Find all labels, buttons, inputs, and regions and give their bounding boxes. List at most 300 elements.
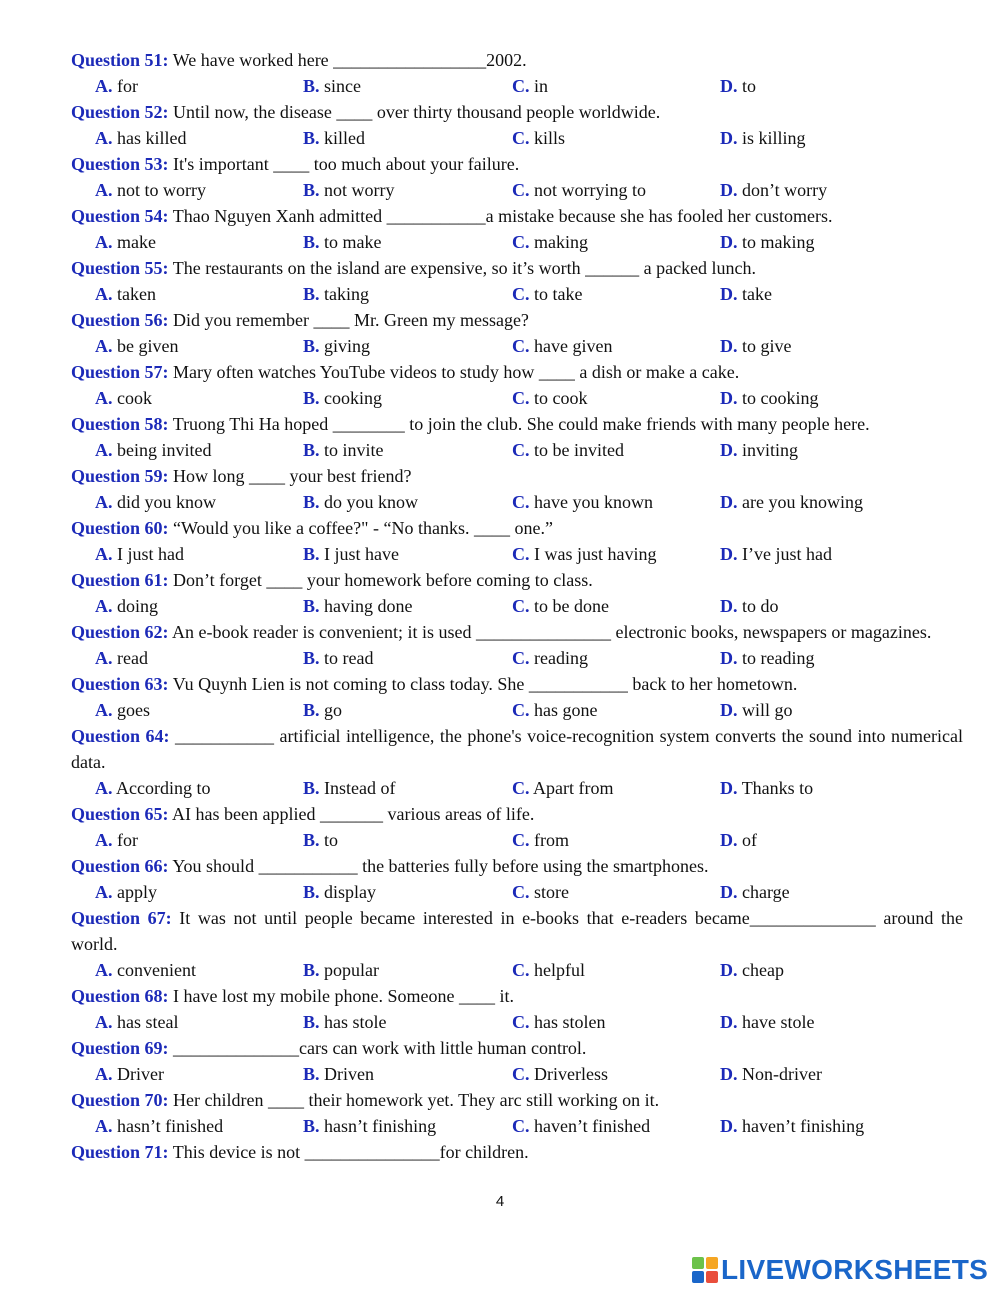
option-text: to take bbox=[534, 284, 583, 304]
option-text: go bbox=[324, 700, 343, 720]
option-letter: B. bbox=[303, 882, 320, 902]
option-letter: B. bbox=[303, 830, 320, 850]
option-letter: A. bbox=[95, 284, 113, 304]
question-text: The restaurants on the island are expensive, so it’s worth ______ a packed lunch. bbox=[172, 258, 757, 278]
option-letter: A. bbox=[95, 440, 113, 460]
option-d[interactable] bbox=[720, 775, 813, 801]
option-d[interactable] bbox=[720, 437, 798, 463]
option-b[interactable] bbox=[303, 125, 365, 151]
answer-options bbox=[71, 437, 963, 463]
answer-options bbox=[71, 125, 963, 151]
option-a[interactable] bbox=[95, 1061, 164, 1087]
question-text: How long ____ your best friend? bbox=[173, 466, 412, 486]
option-d[interactable] bbox=[720, 645, 814, 671]
page-number: 4 bbox=[495, 1193, 505, 1210]
logo-tile bbox=[692, 1271, 704, 1283]
option-letter: B. bbox=[303, 1116, 320, 1136]
option-text: don’t worry bbox=[742, 180, 828, 200]
option-text: has killed bbox=[117, 128, 187, 148]
option-d[interactable] bbox=[720, 489, 863, 515]
question-label: Question 71: bbox=[71, 1142, 169, 1162]
option-d[interactable] bbox=[720, 177, 827, 203]
option-text: from bbox=[534, 830, 569, 850]
option-letter: C. bbox=[512, 596, 530, 616]
question-stem bbox=[71, 1087, 963, 1113]
question-label: Question 61: bbox=[71, 570, 169, 590]
option-letter: C. bbox=[512, 440, 530, 460]
option-letter: B. bbox=[303, 180, 320, 200]
option-text: cheap bbox=[742, 960, 784, 980]
option-letter: B. bbox=[303, 492, 320, 512]
option-a[interactable] bbox=[95, 437, 211, 463]
question-text: Vu Quynh Lien is not coming to class today. She ___________ back to her hometown. bbox=[172, 674, 798, 694]
option-text: to making bbox=[742, 232, 815, 252]
option-text: has steal bbox=[117, 1012, 179, 1032]
option-text: kills bbox=[534, 128, 566, 148]
option-d[interactable] bbox=[720, 879, 790, 905]
answer-options bbox=[71, 879, 963, 905]
question-label: Question 58: bbox=[71, 414, 169, 434]
option-letter: B. bbox=[303, 284, 320, 304]
question-label: Question 64: bbox=[71, 726, 170, 746]
option-letter: C. bbox=[512, 492, 530, 512]
option-text: not worrying to bbox=[534, 180, 646, 200]
option-text: to reading bbox=[742, 648, 815, 668]
option-text: to bbox=[324, 830, 339, 850]
option-text: to read bbox=[324, 648, 374, 668]
answer-options bbox=[71, 281, 963, 307]
question-stem bbox=[71, 619, 963, 645]
option-text: in bbox=[534, 76, 549, 96]
option-text: killed bbox=[324, 128, 366, 148]
option-text: taken bbox=[117, 284, 156, 304]
question-label: Question 65: bbox=[71, 804, 169, 824]
option-text: Non-driver bbox=[742, 1064, 822, 1084]
option-letter: A. bbox=[95, 648, 113, 668]
option-letter: C. bbox=[512, 1012, 530, 1032]
option-b[interactable] bbox=[303, 385, 382, 411]
option-c[interactable] bbox=[512, 645, 588, 671]
option-letter: C. bbox=[512, 180, 530, 200]
option-letter: B. bbox=[303, 778, 320, 798]
option-text: to bbox=[742, 76, 757, 96]
question-stem bbox=[71, 411, 963, 437]
option-text: goes bbox=[117, 700, 150, 720]
option-letter: B. bbox=[303, 388, 320, 408]
question-text: Mary often watches YouTube videos to study how ____ a dish or make a cake. bbox=[173, 362, 740, 382]
option-b[interactable] bbox=[303, 333, 370, 359]
option-text: Apart from bbox=[533, 778, 614, 798]
option-letter: C. bbox=[512, 128, 530, 148]
option-text: I was just having bbox=[534, 544, 657, 564]
option-c[interactable] bbox=[512, 957, 585, 983]
option-b[interactable] bbox=[303, 281, 369, 307]
option-b[interactable] bbox=[303, 489, 418, 515]
answer-options bbox=[71, 593, 963, 619]
option-b[interactable] bbox=[303, 437, 384, 463]
option-text: for bbox=[117, 830, 138, 850]
option-text: take bbox=[742, 284, 772, 304]
option-c[interactable] bbox=[512, 281, 582, 307]
question-stem bbox=[71, 515, 963, 541]
option-text: According to bbox=[116, 778, 211, 798]
question-label: Question 59: bbox=[71, 466, 169, 486]
option-text: will go bbox=[742, 700, 793, 720]
option-letter: B. bbox=[303, 960, 320, 980]
question-stem bbox=[71, 671, 963, 697]
option-text: have stole bbox=[742, 1012, 815, 1032]
option-d[interactable] bbox=[720, 541, 832, 567]
answer-options bbox=[71, 385, 963, 411]
option-text: display bbox=[324, 882, 377, 902]
option-c[interactable] bbox=[512, 333, 612, 359]
option-letter: B. bbox=[303, 1012, 320, 1032]
option-text: to cook bbox=[534, 388, 588, 408]
option-c[interactable] bbox=[512, 541, 656, 567]
option-text: has stole bbox=[324, 1012, 387, 1032]
option-letter: B. bbox=[303, 544, 320, 564]
question-stem bbox=[71, 255, 963, 281]
option-letter: D. bbox=[720, 76, 738, 96]
option-text: I’ve just had bbox=[742, 544, 832, 564]
question-text: Did you remember ____ Mr. Green my message? bbox=[173, 310, 529, 330]
answer-options bbox=[71, 957, 963, 983]
question-text: ______________cars can work with little human control. bbox=[173, 1038, 587, 1058]
option-text: Thanks to bbox=[741, 778, 814, 798]
option-d[interactable] bbox=[720, 1061, 822, 1087]
option-text: taking bbox=[324, 284, 370, 304]
option-letter: A. bbox=[95, 76, 113, 96]
question-stem bbox=[71, 307, 963, 333]
option-a[interactable] bbox=[95, 125, 187, 151]
option-d[interactable] bbox=[720, 1009, 814, 1035]
logo-tile bbox=[706, 1257, 718, 1269]
question-label: Question 67: bbox=[71, 908, 172, 928]
option-a[interactable] bbox=[95, 1009, 178, 1035]
option-text: have you known bbox=[534, 492, 653, 512]
option-text: popular bbox=[324, 960, 379, 980]
option-text: hasn’t finishing bbox=[324, 1116, 437, 1136]
answer-options bbox=[71, 541, 963, 567]
question-text: I have lost my mobile phone. Someone ____ it. bbox=[173, 986, 514, 1006]
question-stem bbox=[71, 853, 963, 879]
option-letter: D. bbox=[720, 1012, 738, 1032]
option-text: I just have bbox=[324, 544, 399, 564]
question-label: Question 66: bbox=[71, 856, 169, 876]
option-a[interactable] bbox=[95, 645, 148, 671]
option-c[interactable] bbox=[512, 879, 569, 905]
option-a[interactable] bbox=[95, 1113, 223, 1139]
question-text: Truong Thi Ha hoped ________ to join the club. She could make friends with many people here. bbox=[172, 414, 870, 434]
option-letter: C. bbox=[512, 882, 530, 902]
option-letter: B. bbox=[303, 232, 320, 252]
option-text: apply bbox=[117, 882, 157, 902]
option-d[interactable] bbox=[720, 827, 757, 853]
option-text: giving bbox=[324, 336, 371, 356]
option-text: has gone bbox=[534, 700, 598, 720]
option-text: be given bbox=[117, 336, 179, 356]
option-letter: D. bbox=[720, 596, 738, 616]
option-letter: A. bbox=[95, 1064, 113, 1084]
option-letter: D. bbox=[720, 830, 738, 850]
option-d[interactable] bbox=[720, 957, 784, 983]
question-text: You should ___________ the batteries fully before using the smartphones. bbox=[172, 856, 709, 876]
option-b[interactable] bbox=[303, 1061, 374, 1087]
option-a[interactable] bbox=[95, 177, 206, 203]
option-c[interactable] bbox=[512, 697, 597, 723]
option-b[interactable] bbox=[303, 541, 399, 567]
option-letter: B. bbox=[303, 648, 320, 668]
option-d[interactable] bbox=[720, 281, 772, 307]
option-a[interactable] bbox=[95, 879, 157, 905]
option-a[interactable] bbox=[95, 333, 178, 359]
option-letter: B. bbox=[303, 440, 320, 460]
logo-tile bbox=[706, 1271, 718, 1283]
question-label: Question 70: bbox=[71, 1090, 169, 1110]
option-b[interactable] bbox=[303, 1113, 436, 1139]
option-b[interactable] bbox=[303, 879, 376, 905]
answer-options bbox=[71, 827, 963, 853]
answer-options bbox=[71, 1113, 963, 1139]
question-label: Question 52: bbox=[71, 102, 169, 122]
option-text: cook bbox=[117, 388, 152, 408]
option-b[interactable] bbox=[303, 73, 361, 99]
option-b[interactable] bbox=[303, 827, 338, 853]
question-stem bbox=[71, 359, 963, 385]
question-label: Question 57: bbox=[71, 362, 169, 382]
answer-options bbox=[71, 1009, 963, 1035]
option-b[interactable] bbox=[303, 957, 379, 983]
option-text: for bbox=[117, 76, 138, 96]
option-b[interactable] bbox=[303, 775, 396, 801]
option-c[interactable] bbox=[512, 177, 646, 203]
option-text: I just had bbox=[117, 544, 184, 564]
option-d[interactable] bbox=[720, 697, 793, 723]
option-letter: A. bbox=[95, 336, 113, 356]
question-label: Question 69: bbox=[71, 1038, 169, 1058]
option-a[interactable] bbox=[95, 229, 156, 255]
option-c[interactable] bbox=[512, 827, 569, 853]
option-b[interactable] bbox=[303, 697, 342, 723]
option-c[interactable] bbox=[512, 775, 614, 801]
question-stem bbox=[71, 203, 963, 229]
option-letter: D. bbox=[720, 128, 738, 148]
question-text: Don’t forget ____ your homework before coming to class. bbox=[173, 570, 593, 590]
option-text: of bbox=[742, 830, 757, 850]
option-text: hasn’t finished bbox=[117, 1116, 224, 1136]
option-c[interactable] bbox=[512, 489, 653, 515]
option-text: inviting bbox=[742, 440, 799, 460]
option-text: Driver bbox=[117, 1064, 164, 1084]
option-text: to invite bbox=[324, 440, 384, 460]
option-text: helpful bbox=[534, 960, 585, 980]
option-d[interactable] bbox=[720, 125, 806, 151]
question-text: ___________ artificial intelligence, the phone's voice-recognition system converts the sound into numerical data. bbox=[71, 726, 964, 772]
option-letter: B. bbox=[303, 1064, 320, 1084]
question-text: It's important ____ too much about your failure. bbox=[173, 154, 520, 174]
option-letter: D. bbox=[720, 440, 738, 460]
option-letter: C. bbox=[512, 700, 530, 720]
option-d[interactable] bbox=[720, 333, 792, 359]
question-text: We have worked here _________________2002. bbox=[172, 50, 527, 70]
option-letter: C. bbox=[512, 232, 530, 252]
answer-options bbox=[71, 697, 963, 723]
question-text: An e-book reader is convenient; it is used _______________ electronic books, newspapers or magazines. bbox=[172, 622, 932, 642]
question-text: AI has been applied _______ various areas of life. bbox=[172, 804, 535, 824]
question-stem bbox=[71, 723, 963, 775]
option-c[interactable] bbox=[512, 437, 624, 463]
option-text: doing bbox=[117, 596, 159, 616]
option-letter: B. bbox=[303, 336, 320, 356]
option-letter: C. bbox=[512, 1116, 530, 1136]
question-stem bbox=[71, 463, 963, 489]
option-c[interactable] bbox=[512, 125, 565, 151]
answer-options bbox=[71, 645, 963, 671]
question-label: Question 63: bbox=[71, 674, 169, 694]
question-text: This device is not _______________for children. bbox=[172, 1142, 529, 1162]
option-text: having done bbox=[324, 596, 413, 616]
option-text: not worry bbox=[324, 180, 395, 200]
option-a[interactable] bbox=[95, 957, 196, 983]
option-letter: D. bbox=[720, 492, 738, 512]
answer-options bbox=[71, 489, 963, 515]
option-c[interactable] bbox=[512, 1113, 650, 1139]
brand-name: LIVEWORKSHEETS bbox=[721, 1254, 989, 1285]
option-a[interactable] bbox=[95, 281, 156, 307]
option-letter: B. bbox=[303, 596, 320, 616]
option-d[interactable] bbox=[720, 385, 819, 411]
option-text: cooking bbox=[324, 388, 383, 408]
option-letter: A. bbox=[95, 128, 113, 148]
option-text: Instead of bbox=[324, 778, 396, 798]
option-c[interactable] bbox=[512, 385, 588, 411]
option-letter: B. bbox=[303, 76, 320, 96]
option-d[interactable] bbox=[720, 73, 756, 99]
question-text: It was not until people became interested in e-books that e-readers became______________ around the world. bbox=[71, 908, 963, 954]
question-stem bbox=[71, 99, 963, 125]
option-b[interactable] bbox=[303, 177, 395, 203]
option-text: did you know bbox=[117, 492, 216, 512]
option-b[interactable] bbox=[303, 1009, 387, 1035]
option-text: reading bbox=[534, 648, 588, 668]
option-a[interactable] bbox=[95, 385, 152, 411]
option-text: not to worry bbox=[117, 180, 206, 200]
option-b[interactable] bbox=[303, 229, 382, 255]
option-letter: A. bbox=[95, 778, 113, 798]
option-text: making bbox=[534, 232, 588, 252]
option-text: are you knowing bbox=[742, 492, 863, 512]
option-a[interactable] bbox=[95, 827, 138, 853]
question-stem bbox=[71, 151, 963, 177]
question-stem bbox=[71, 1139, 963, 1165]
option-letter: C. bbox=[512, 648, 530, 668]
question-stem bbox=[71, 905, 963, 957]
option-text: do you know bbox=[324, 492, 419, 512]
option-text: to be invited bbox=[534, 440, 624, 460]
option-a[interactable] bbox=[95, 775, 211, 801]
worksheet-page bbox=[71, 47, 963, 1165]
liveworksheets-logo-icon bbox=[692, 1257, 718, 1283]
option-letter: D. bbox=[720, 544, 738, 564]
option-c[interactable] bbox=[512, 73, 548, 99]
option-text: to cooking bbox=[742, 388, 819, 408]
option-a[interactable] bbox=[95, 541, 184, 567]
option-d[interactable] bbox=[720, 593, 779, 619]
liveworksheets-brand[interactable] bbox=[692, 1254, 988, 1286]
question-label: Question 60: bbox=[71, 518, 169, 538]
option-text: being invited bbox=[117, 440, 212, 460]
option-letter: A. bbox=[95, 492, 113, 512]
answer-options bbox=[71, 73, 963, 99]
option-letter: A. bbox=[95, 882, 113, 902]
option-text: to make bbox=[324, 232, 382, 252]
option-letter: D. bbox=[720, 232, 738, 252]
option-text: to give bbox=[742, 336, 792, 356]
option-b[interactable] bbox=[303, 645, 374, 671]
question-stem bbox=[71, 801, 963, 827]
option-letter: D. bbox=[720, 1116, 738, 1136]
option-text: store bbox=[534, 882, 569, 902]
question-label: Question 56: bbox=[71, 310, 169, 330]
answer-options bbox=[71, 229, 963, 255]
question-stem bbox=[71, 1035, 963, 1061]
question-label: Question 54: bbox=[71, 206, 169, 226]
option-text: is killing bbox=[742, 128, 806, 148]
option-letter: D. bbox=[720, 882, 738, 902]
option-letter: A. bbox=[95, 1116, 113, 1136]
question-text: “Would you like a coffee?" - “No thanks. ____ one.” bbox=[173, 518, 553, 538]
option-letter: C. bbox=[512, 778, 530, 798]
option-letter: A. bbox=[95, 388, 113, 408]
option-letter: D. bbox=[720, 336, 738, 356]
option-d[interactable] bbox=[720, 229, 815, 255]
option-b[interactable] bbox=[303, 593, 413, 619]
question-label: Question 51: bbox=[71, 50, 169, 70]
option-c[interactable] bbox=[512, 229, 588, 255]
answer-options bbox=[71, 333, 963, 359]
option-letter: A. bbox=[95, 960, 113, 980]
option-letter: D. bbox=[720, 180, 738, 200]
question-label: Question 68: bbox=[71, 986, 169, 1006]
option-a[interactable] bbox=[95, 489, 216, 515]
option-letter: B. bbox=[303, 700, 320, 720]
option-letter: C. bbox=[512, 336, 530, 356]
question-label: Question 53: bbox=[71, 154, 169, 174]
answer-options bbox=[71, 1061, 963, 1087]
option-letter: A. bbox=[95, 830, 113, 850]
option-a[interactable] bbox=[95, 593, 158, 619]
option-letter: C. bbox=[512, 76, 530, 96]
answer-options bbox=[71, 177, 963, 203]
option-c[interactable] bbox=[512, 1009, 606, 1035]
option-letter: A. bbox=[95, 180, 113, 200]
option-text: charge bbox=[742, 882, 790, 902]
option-letter: A. bbox=[95, 700, 113, 720]
option-letter: D. bbox=[720, 700, 738, 720]
option-letter: C. bbox=[512, 284, 530, 304]
option-c[interactable] bbox=[512, 593, 609, 619]
option-letter: C. bbox=[512, 830, 530, 850]
option-a[interactable] bbox=[95, 697, 150, 723]
option-text: to be done bbox=[534, 596, 609, 616]
option-letter: C. bbox=[512, 1064, 530, 1084]
question-label: Question 62: bbox=[71, 622, 169, 642]
option-a[interactable] bbox=[95, 73, 138, 99]
option-c[interactable] bbox=[512, 1061, 608, 1087]
option-d[interactable] bbox=[720, 1113, 864, 1139]
option-letter: C. bbox=[512, 388, 530, 408]
option-text: have given bbox=[534, 336, 613, 356]
